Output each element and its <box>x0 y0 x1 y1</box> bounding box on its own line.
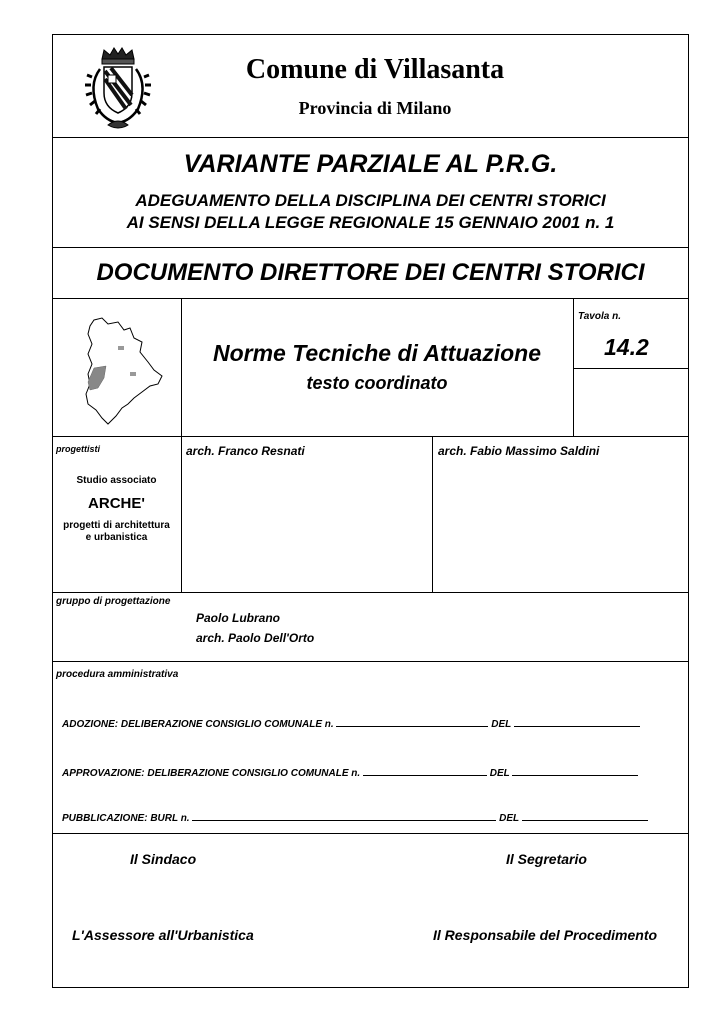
variante-line-2: AI SENSI DELLA LEGGE REGIONALE 15 GENNAIO 2001 n. 1 <box>126 213 615 232</box>
divider <box>52 137 689 138</box>
segretario-signature-label: Il Segretario <box>506 851 587 867</box>
divider <box>573 298 574 436</box>
documento-title: DOCUMENTO DIRETTORE DEI CENTRI STORICI <box>96 259 645 286</box>
variante-line-1: ADEGUAMENTO DELLA DISCIPLINA DEI CENTRI STORICI <box>135 191 606 210</box>
municipality-map <box>78 316 168 428</box>
divider <box>52 298 689 299</box>
pubblicazione-row <box>62 810 648 824</box>
assessore-signature-label: L'Assessore all'Urbanistica <box>72 927 254 943</box>
adozione-label: ADOZIONE: DELIBERAZIONE CONSIGLIO COMUNALE n. <box>62 719 334 730</box>
divider <box>432 436 433 592</box>
divider <box>573 368 689 369</box>
studio-description-2: e urbanistica <box>85 532 148 543</box>
variante-title: VARIANTE PARZIALE AL P.R.G. <box>183 150 558 178</box>
divider <box>52 833 689 834</box>
pubblicazione-number-field[interactable] <box>192 810 496 821</box>
pubblicazione-date-field[interactable] <box>522 810 648 821</box>
divider <box>52 661 689 662</box>
studio-label: Studio associato <box>76 475 157 486</box>
studio-name: ARCHE' <box>88 495 145 512</box>
gruppo-member-1: Paolo Lubrano <box>196 611 280 625</box>
tavola-number: 14.2 <box>604 334 649 360</box>
comune-title: Comune di Villasanta <box>245 54 505 85</box>
pubblicazione-del-label: DEL <box>499 813 519 824</box>
adozione-date-field[interactable] <box>514 716 640 727</box>
studio-description-1: progetti di architettura <box>63 520 170 531</box>
divider <box>52 436 689 437</box>
approvazione-number-field[interactable] <box>363 765 487 776</box>
procedura-label: procedura amministrativa <box>56 669 179 680</box>
adozione-number-field[interactable] <box>336 716 488 727</box>
approvazione-del-label: DEL <box>489 768 510 779</box>
divider <box>52 247 689 248</box>
pubblicazione-label: PUBBLICAZIONE: BURL n. <box>62 813 190 824</box>
provincia-subtitle: Provincia di Milano <box>298 98 452 118</box>
sindaco-signature-label: Il Sindaco <box>130 851 197 867</box>
tavola-subtitle: testo coordinato <box>306 373 448 393</box>
architect-2: arch. Fabio Massimo Saldini <box>438 444 600 458</box>
divider <box>52 592 689 593</box>
approvazione-label: APPROVAZIONE: DELIBERAZIONE CONSIGLIO COMUNALE n. <box>62 768 361 779</box>
architect-1: arch. Franco Resnati <box>186 444 305 458</box>
progettisti-label: progettisti <box>56 444 100 454</box>
gruppo-member-2: arch. Paolo Dell'Orto <box>196 631 315 645</box>
gruppo-label: gruppo di progettazione <box>56 596 171 607</box>
approvazione-row <box>62 765 638 779</box>
tavola-label: Tavola n. <box>578 311 621 322</box>
adozione-row <box>62 716 640 730</box>
coat-of-arms-emblem <box>80 45 156 133</box>
approvazione-date-field[interactable] <box>512 765 638 776</box>
tavola-title: Norme Tecniche di Attuazione <box>212 340 541 366</box>
responsabile-signature-label: Il Responsabile del Procedimento <box>433 927 658 943</box>
adozione-del-label: DEL <box>491 719 512 730</box>
